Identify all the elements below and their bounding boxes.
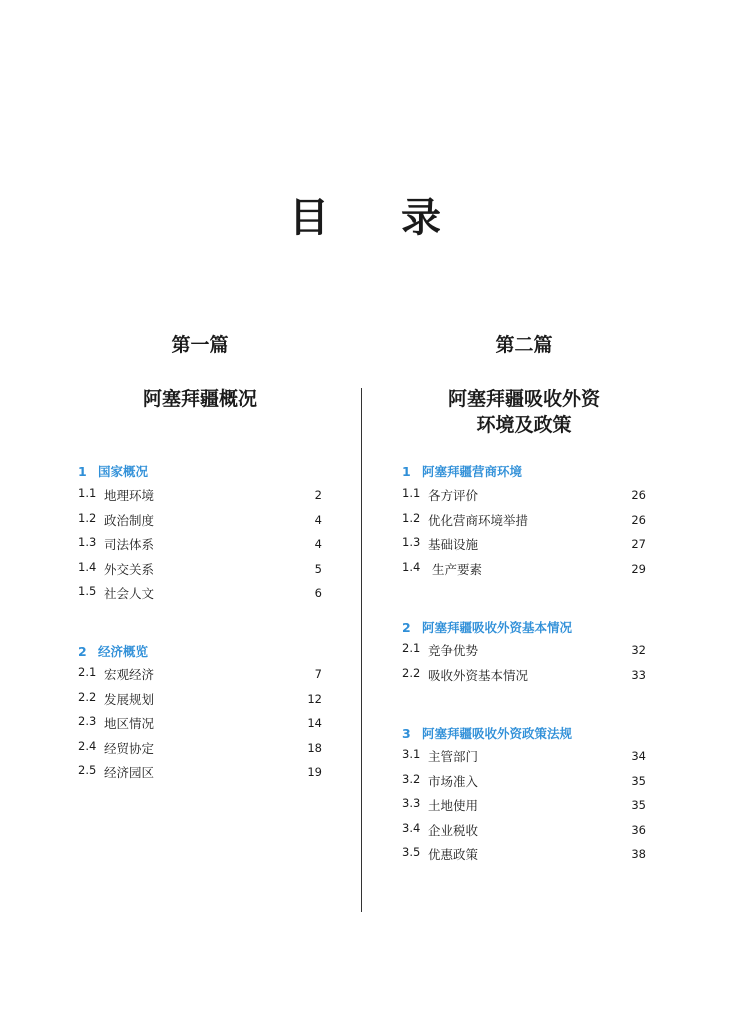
entry-label: 地区情况 [104, 716, 155, 731]
entry-page: 29 [631, 562, 646, 576]
entry-label: 市场准入 [428, 774, 479, 789]
entry-number: 3.5 [402, 845, 421, 859]
toc-entry[interactable] [78, 714, 322, 732]
entry-page: 4 [314, 537, 322, 551]
entry-label: 社会人文 [104, 586, 155, 601]
entry-page: 27 [631, 537, 646, 551]
entry-label: 政治制度 [104, 513, 155, 528]
toc-entry[interactable] [78, 665, 322, 683]
section-heading[interactable] [402, 462, 522, 480]
entry-label: 竞争优势 [428, 643, 479, 658]
entry-page: 35 [631, 798, 646, 812]
toc-entry[interactable] [402, 666, 646, 684]
entry-label: 发展规划 [104, 692, 155, 707]
toc-entry[interactable] [78, 690, 322, 708]
entry-label: 经济园区 [104, 765, 155, 780]
entry-label: 生产要素 [428, 562, 482, 577]
toc-entry[interactable] [402, 747, 646, 765]
entry-label: 优惠政策 [428, 847, 479, 862]
entry-page: 5 [314, 562, 322, 576]
toc-entry[interactable] [78, 584, 322, 602]
entry-number: 2.3 [78, 714, 97, 728]
entry-number: 1.2 [402, 511, 421, 525]
toc-entry[interactable] [78, 560, 322, 578]
toc-entry[interactable] [78, 739, 322, 757]
toc-entry[interactable] [402, 845, 646, 863]
entry-page: 33 [631, 668, 646, 682]
entry-number: 1.4 [78, 560, 97, 574]
toc-entry[interactable] [402, 486, 646, 504]
section-number: 2 [78, 644, 87, 659]
entry-page: 26 [631, 513, 646, 527]
entry-page: 7 [314, 667, 322, 681]
section-number: 1 [402, 464, 411, 479]
toc-entry[interactable] [402, 641, 646, 659]
toc-entry[interactable] [78, 535, 322, 553]
part-title-line-2: 环境及政策 [476, 414, 572, 436]
entry-page: 2 [314, 488, 322, 502]
entry-page: 38 [631, 847, 646, 861]
section-heading[interactable] [402, 618, 572, 636]
part-label: 第一篇 [171, 334, 229, 356]
part-label: 第二篇 [495, 334, 553, 356]
section-heading[interactable] [78, 462, 148, 480]
entry-page: 18 [307, 741, 322, 755]
entry-number: 3.4 [402, 821, 421, 835]
entry-number: 2.5 [78, 763, 97, 777]
section-number: 2 [402, 620, 411, 635]
entry-page: 12 [307, 692, 322, 706]
column-divider [361, 388, 362, 912]
toc-entry[interactable] [402, 535, 646, 553]
entry-number: 2.2 [78, 690, 97, 704]
section-heading[interactable] [402, 724, 572, 742]
entry-page: 14 [307, 716, 322, 730]
entry-label: 外交关系 [104, 562, 155, 577]
toc-entry[interactable] [402, 821, 646, 839]
section-number: 1 [78, 464, 87, 479]
part-title [402, 386, 646, 438]
title-char-1: 目 [289, 194, 329, 241]
entry-label: 企业税收 [428, 823, 479, 838]
entry-label: 基础设施 [428, 537, 479, 552]
section-number: 3 [402, 726, 411, 741]
toc-entry[interactable] [78, 511, 322, 529]
entry-number: 2.1 [78, 665, 97, 679]
entry-label: 经贸协定 [104, 741, 155, 756]
entry-number: 1.1 [402, 486, 421, 500]
entry-label: 各方评价 [428, 488, 479, 503]
entry-number: 2.4 [78, 739, 97, 753]
section-title: 阿塞拜疆吸收外资基本情况 [422, 620, 573, 635]
entry-label: 地理环境 [104, 488, 155, 503]
entry-label: 土地使用 [428, 798, 479, 813]
toc-entry[interactable] [402, 511, 646, 529]
entry-number: 2.2 [402, 666, 421, 680]
entry-label: 司法体系 [104, 537, 155, 552]
entry-page: 34 [631, 749, 646, 763]
entry-number: 1.2 [78, 511, 97, 525]
page-title [0, 186, 730, 243]
section-title: 阿塞拜疆吸收外资政策法规 [422, 726, 573, 741]
toc-entry[interactable] [78, 486, 322, 504]
entry-number: 1.3 [402, 535, 421, 549]
entry-label: 优化营商环境举措 [428, 513, 529, 528]
entry-number: 1.5 [78, 584, 97, 598]
toc-entry[interactable] [402, 560, 646, 578]
entry-page: 32 [631, 643, 646, 657]
part-title: 阿塞拜疆概况 [142, 388, 257, 410]
toc-entry[interactable] [78, 763, 322, 781]
toc-entry[interactable] [402, 796, 646, 814]
entry-number: 2.1 [402, 641, 421, 655]
entry-page: 35 [631, 774, 646, 788]
entry-label: 宏观经济 [104, 667, 155, 682]
section-title: 经济概览 [98, 644, 149, 659]
entry-number: 1.4 [402, 560, 421, 574]
toc-entry[interactable] [402, 772, 646, 790]
entry-number: 3.3 [402, 796, 421, 810]
section-heading[interactable] [78, 642, 148, 660]
title-char-2: 录 [401, 194, 441, 241]
entry-number: 1.3 [78, 535, 97, 549]
entry-number: 3.2 [402, 772, 421, 786]
entry-page: 4 [314, 513, 322, 527]
part-title-line-1: 阿塞拜疆吸收外资 [447, 388, 600, 410]
entry-label: 吸收外资基本情况 [428, 668, 529, 683]
entry-page: 19 [307, 765, 322, 779]
entry-page: 36 [631, 823, 646, 837]
entry-number: 1.1 [78, 486, 97, 500]
entry-label: 主管部门 [428, 749, 479, 764]
section-title: 阿塞拜疆营商环境 [422, 464, 523, 479]
entry-number: 3.1 [402, 747, 421, 761]
entry-page: 6 [314, 586, 322, 600]
section-title: 国家概况 [98, 464, 149, 479]
entry-page: 26 [631, 488, 646, 502]
